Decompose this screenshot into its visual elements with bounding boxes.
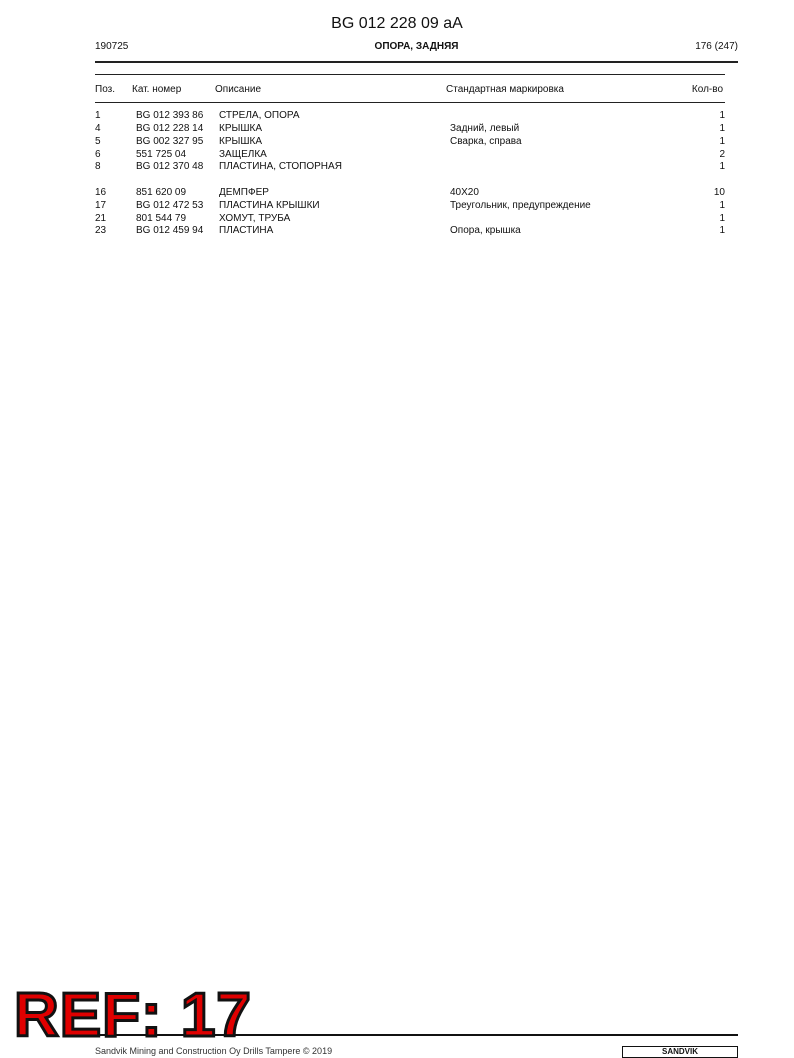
column-header-divider [95, 102, 725, 103]
cell-description: СТРЕЛА, ОПОРА [219, 110, 300, 121]
table-row [0, 200, 794, 213]
cell-qty: 1 [719, 110, 725, 121]
page-number: 176 (247) [695, 41, 738, 52]
cell-pos: 16 [95, 187, 107, 198]
cell-qty: 1 [719, 213, 725, 224]
table-row [0, 225, 794, 238]
table-row [0, 187, 794, 200]
document-code: BG 012 228 09 aA [331, 15, 463, 32]
cell-pos: 21 [95, 213, 107, 224]
cell-cat-no: BG 012 228 14 [136, 123, 204, 134]
cell-cat-no: BG 012 393 86 [136, 110, 204, 121]
cell-cat-no: BG 002 327 95 [136, 136, 204, 147]
column-header-qty: Кол-во [691, 84, 723, 95]
cell-pos: 23 [95, 225, 107, 236]
cell-marking: Опора, крышка [450, 225, 521, 236]
table-top-divider [95, 74, 725, 75]
column-header-description: Описание [215, 84, 262, 95]
table-row [0, 110, 794, 123]
cell-pos: 5 [95, 136, 101, 147]
footer-copyright: Sandvik Mining and Construction Oy Drills Tampere © 2019 [95, 1046, 333, 1056]
cell-qty: 1 [719, 123, 725, 134]
cell-description: ДЕМПФЕР [219, 187, 269, 198]
cell-cat-no: 851 620 09 [136, 187, 187, 198]
column-header-pos: Поз. [95, 84, 115, 95]
cell-description: ХОМУТ, ТРУБА [219, 213, 291, 224]
header-divider [95, 61, 738, 63]
cell-pos: 8 [95, 161, 101, 172]
cell-marking: Сварка, справа [450, 136, 522, 147]
cell-pos: 1 [95, 110, 101, 121]
cell-description: ЗАЩЕЛКА [219, 149, 267, 160]
cell-qty: 1 [719, 136, 725, 147]
cell-marking: Задний, левый [450, 123, 520, 134]
cell-cat-no: 801 544 79 [136, 213, 187, 224]
ref-stamp: REF: 17 [14, 981, 252, 1050]
cell-cat-no: BG 012 472 53 [136, 200, 204, 211]
table-row [0, 123, 794, 136]
document-header [95, 41, 738, 55]
cell-description: ПЛАСТИНА КРЫШКИ [219, 200, 320, 211]
cell-pos: 17 [95, 200, 107, 211]
cell-description: ПЛАСТИНА [219, 225, 274, 236]
cell-qty: 1 [719, 161, 725, 172]
cell-cat-no: BG 012 370 48 [136, 161, 204, 172]
brand-logo: SANDVIK [622, 1046, 738, 1058]
section-title: ОПОРА, ЗАДНЯЯ [374, 41, 459, 52]
document-date: 190725 [95, 41, 129, 52]
cell-cat-no: 551 725 04 [136, 149, 187, 160]
table-row [0, 161, 794, 174]
cell-marking: 40X20 [450, 187, 479, 198]
cell-qty: 1 [719, 225, 725, 236]
cell-description: ПЛАСТИНА, СТОПОРНАЯ [219, 161, 342, 172]
cell-marking: Треугольник, предупреждение [450, 200, 591, 211]
cell-cat-no: BG 012 459 94 [136, 225, 204, 236]
cell-qty: 2 [719, 149, 725, 160]
cell-qty: 10 [713, 187, 725, 198]
cell-description: КРЫШКА [219, 136, 263, 147]
column-header-marking: Стандартная маркировка [446, 84, 564, 95]
cell-qty: 1 [719, 200, 725, 211]
column-header-cat-no: Кат. номер [132, 84, 182, 95]
cell-pos: 6 [95, 149, 101, 160]
table-row [0, 136, 794, 149]
cell-description: КРЫШКА [219, 123, 263, 134]
cell-pos: 4 [95, 123, 101, 134]
